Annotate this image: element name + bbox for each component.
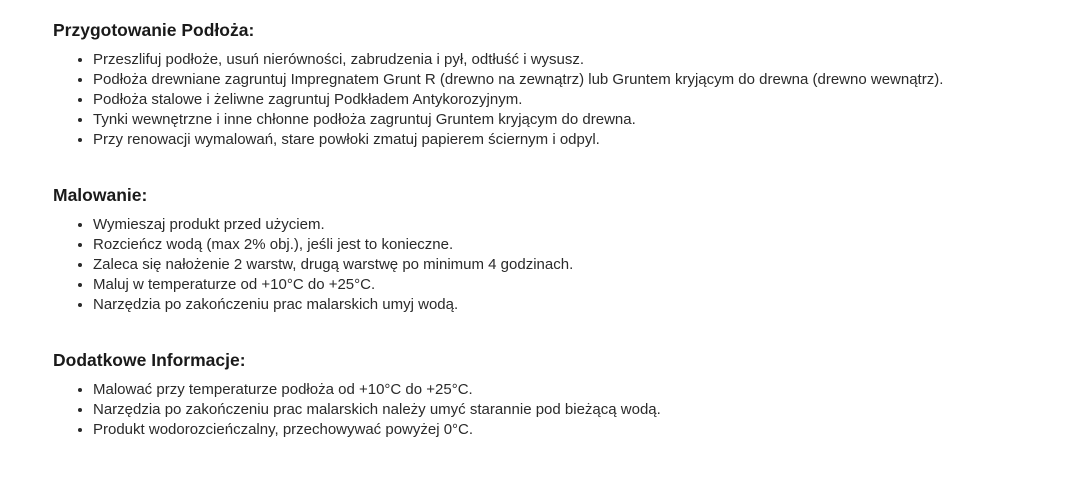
list-item: • Tynki wewnętrzne i inne chłonne podłoża zagruntuj Gruntem kryjącym do drewna. xyxy=(93,110,1053,130)
list-item: • Malować przy temperaturze podłoża od +10°C do +25°C. xyxy=(93,380,1053,400)
instruction-list xyxy=(53,380,1053,440)
section-title: Dodatkowe Informacje: xyxy=(53,350,246,370)
section-painting xyxy=(53,184,1053,315)
list-item: • Podłoża stalowe i żeliwne zagruntuj Podkładem Antykorozyjnym. xyxy=(93,90,1053,110)
list-item: • Zaleca się nałożenie 2 warstw, drugą warstwę po minimum 4 godzinach. xyxy=(93,255,1053,275)
list-item: • Przy renowacji wymalowań, stare powłoki zmatuj papierem ściernym i odpyl. xyxy=(93,130,1053,150)
section-additional-info xyxy=(53,349,1053,440)
list-item: • Narzędzia po zakończeniu prac malarskich umyj wodą. xyxy=(93,295,1053,315)
list-item: • Przeszlifuj podłoże, usuń nierówności, zabrudzenia i pył, odtłuść i wysusz. xyxy=(93,50,1053,70)
list-item: • Maluj w temperaturze od +10°C do +25°C. xyxy=(93,275,1053,295)
product-instructions xyxy=(53,19,1053,440)
list-item: • Wymieszaj produkt przed użyciem. xyxy=(93,215,1053,235)
instruction-list xyxy=(53,50,1053,150)
list-item: • Rozcieńcz wodą (max 2% obj.), jeśli jest to konieczne. xyxy=(93,235,1053,255)
instruction-list xyxy=(53,215,1053,315)
section-title: Przygotowanie Podłoża: xyxy=(53,20,255,40)
section-title: Malowanie: xyxy=(53,185,148,205)
section-surface-preparation xyxy=(53,19,1053,150)
list-item: • Produkt wodorozcieńczalny, przechowywać powyżej 0°C. xyxy=(93,420,1053,440)
list-item: • Narzędzia po zakończeniu prac malarskich należy umyć starannie pod bieżącą wodą. xyxy=(93,400,1053,420)
list-item: • Podłoża drewniane zagruntuj Impregnatem Grunt R (drewno na zewnątrz) lub Gruntem kryjącym do drewna (drewno wewnątrz). xyxy=(93,70,1053,90)
